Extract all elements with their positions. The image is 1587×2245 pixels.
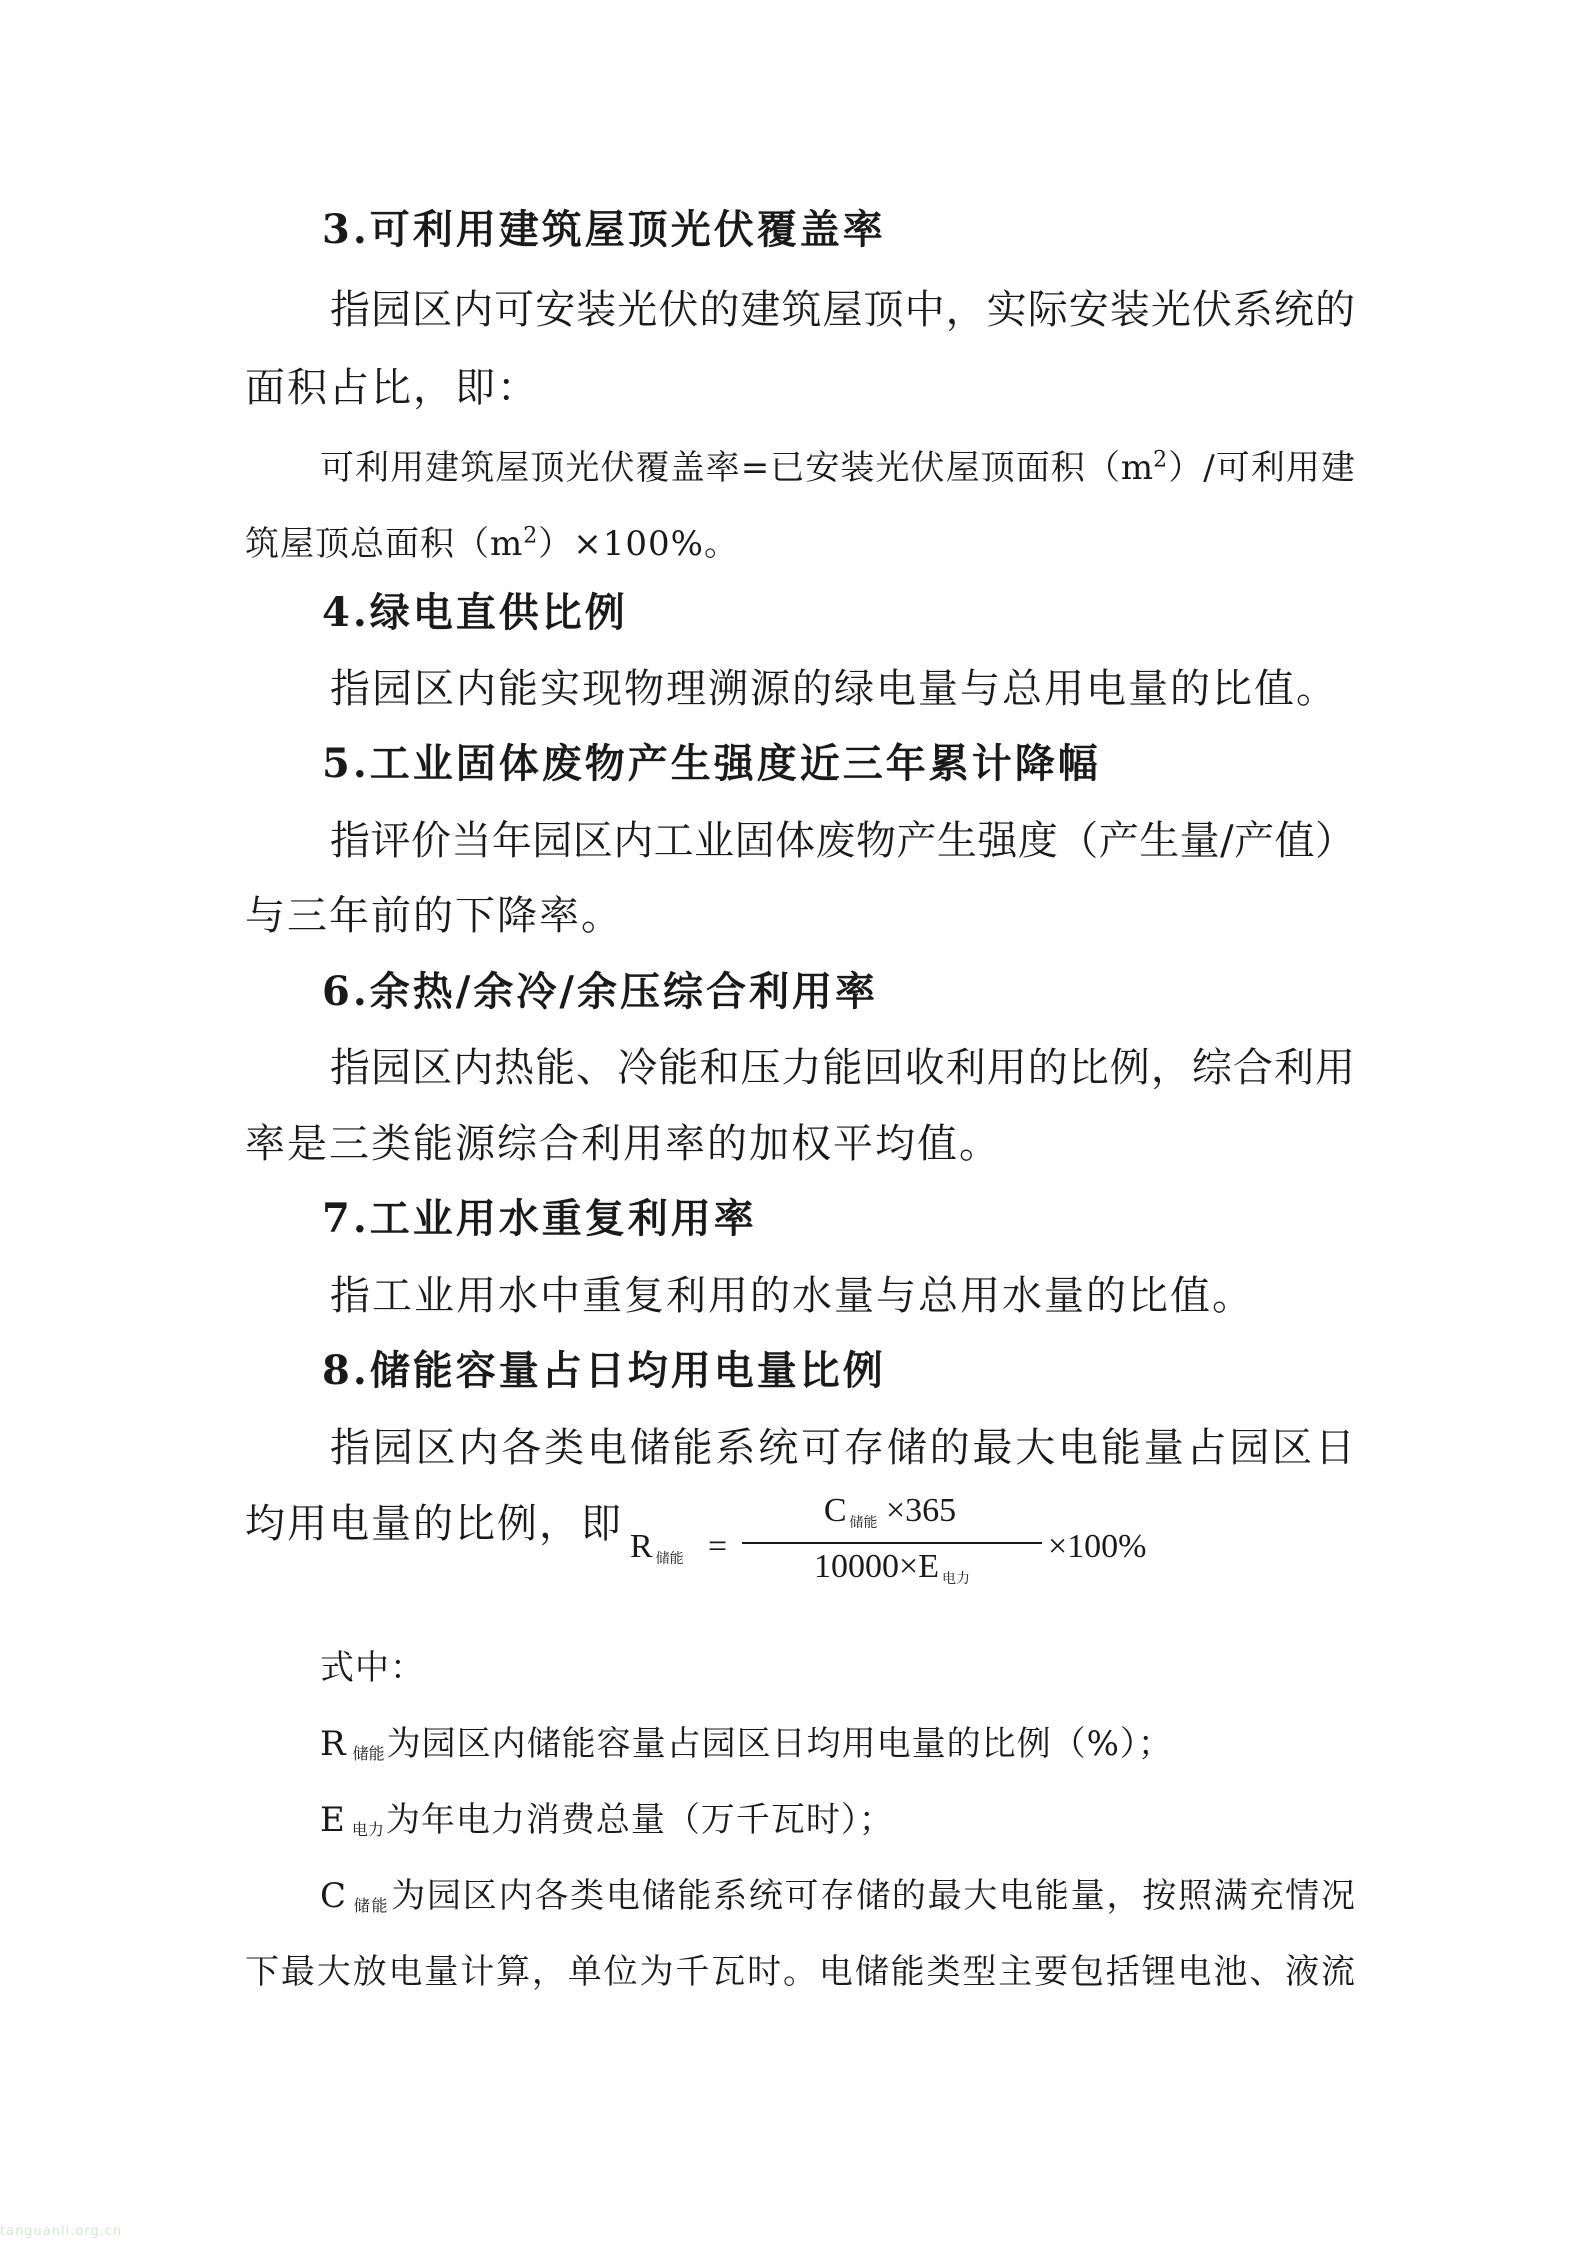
section-8-paragraph-line-1: 指园区内各类电储能系统可存储的最大电能量占园区日 bbox=[330, 1425, 1355, 1471]
section-3-formula-line-1 bbox=[320, 446, 1355, 490]
section-5-paragraph-line-1: 指评价当年园区内工业固体废物产生强度（产生量/产值） bbox=[330, 818, 1355, 864]
formula-superscript: 2 bbox=[1153, 447, 1168, 473]
section-8-paragraph-line-2: 均用电量的比例，即 bbox=[245, 1501, 623, 1547]
def-r-text: 为园区内储能容量占园区日均用电量的比例（%）； bbox=[386, 1724, 1173, 1764]
storage-ratio-formula bbox=[630, 1492, 1147, 1602]
formula-text-d: ）×100%。 bbox=[538, 524, 739, 564]
formula-denominator bbox=[742, 1548, 1042, 1588]
definition-e bbox=[320, 1798, 894, 1852]
def-c-text-1: 为园区内各类电储能系统可存储的最大电能量，按照满充情况 bbox=[391, 1876, 1355, 1916]
section-3-paragraph-line-1: 指园区内可安装光伏的建筑屋顶中，实际安装光伏系统的 bbox=[330, 287, 1355, 333]
section-3-formula-line-2 bbox=[245, 522, 739, 566]
def-e-symbol: E bbox=[320, 1800, 346, 1840]
formula-r-subscript: 储能 bbox=[655, 1552, 684, 1567]
definition-c-line-2: 下最大放电量计算，单位为千瓦时。电储能类型主要包括锂电池、液流 bbox=[245, 1952, 1355, 1992]
definition-r bbox=[320, 1722, 1173, 1776]
formula-equals: = bbox=[708, 1528, 728, 1565]
def-c-subscript: 储能 bbox=[352, 1896, 390, 1915]
definition-c-line-1 bbox=[320, 1874, 1355, 1928]
section-3-paragraph-line-2: 面积占比，即： bbox=[245, 365, 539, 411]
formula-c-symbol: C bbox=[823, 1492, 847, 1529]
def-e-text: 为年电力消费总量（万千瓦时）； bbox=[385, 1800, 894, 1840]
section-6-heading: 6.余热/余冷/余压综合利用率 bbox=[322, 968, 878, 1015]
formula-text-c: 筑屋顶总面积（m bbox=[245, 524, 524, 564]
section-6-paragraph-line-2: 率是三类能源综合利用率的加权平均值。 bbox=[245, 1121, 1001, 1167]
section-5-paragraph-line-2: 与三年前的下降率。 bbox=[245, 893, 623, 939]
formula-r-symbol: R bbox=[630, 1528, 653, 1565]
formula-lhs bbox=[630, 1528, 684, 1568]
formula-c-subscript: 储能 bbox=[849, 1516, 878, 1531]
formula-e-subscript: 电力 bbox=[941, 1572, 970, 1587]
section-4-paragraph: 指园区内能实现物理溯源的绿电量与总用电量的比值。 bbox=[330, 666, 1338, 712]
def-r-subscript: 储能 bbox=[352, 1744, 385, 1763]
formula-numerator bbox=[760, 1492, 1020, 1532]
section-7-heading: 7.工业用水重复利用率 bbox=[322, 1195, 757, 1242]
watermark: tanguanli.org.cn bbox=[0, 2224, 123, 2239]
section-6-paragraph-line-1: 指园区内热能、冷能和压力能回收利用的比例，综合利用 bbox=[330, 1045, 1355, 1091]
section-3-heading: 3.可利用建筑屋顶光伏覆盖率 bbox=[322, 206, 886, 253]
section-7-paragraph: 指工业用水中重复利用的水量与总用水量的比值。 bbox=[330, 1273, 1254, 1319]
def-r-symbol: R bbox=[320, 1724, 347, 1764]
section-5-heading: 5.工业固体废物产生强度近三年累计降幅 bbox=[322, 740, 1101, 787]
formula-denominator-main: 10000×E bbox=[814, 1548, 939, 1585]
formula-numerator-rest: ×365 bbox=[886, 1492, 957, 1529]
def-c-symbol: C bbox=[320, 1876, 347, 1916]
where-label: 式中： bbox=[320, 1648, 425, 1688]
formula-tail: ×100% bbox=[1048, 1528, 1147, 1565]
formula-text-b: ）/可利用建 bbox=[1167, 448, 1355, 488]
section-4-heading: 4.绿电直供比例 bbox=[322, 589, 628, 636]
section-8-heading: 8.储能容量占日均用电量比例 bbox=[322, 1347, 886, 1394]
formula-fraction-bar bbox=[742, 1542, 1042, 1544]
formula-text-a: 可利用建筑屋顶光伏覆盖率=已安装光伏屋顶面积（m bbox=[320, 448, 1154, 488]
formula-superscript-2: 2 bbox=[523, 523, 539, 549]
def-e-subscript: 电力 bbox=[351, 1820, 384, 1839]
